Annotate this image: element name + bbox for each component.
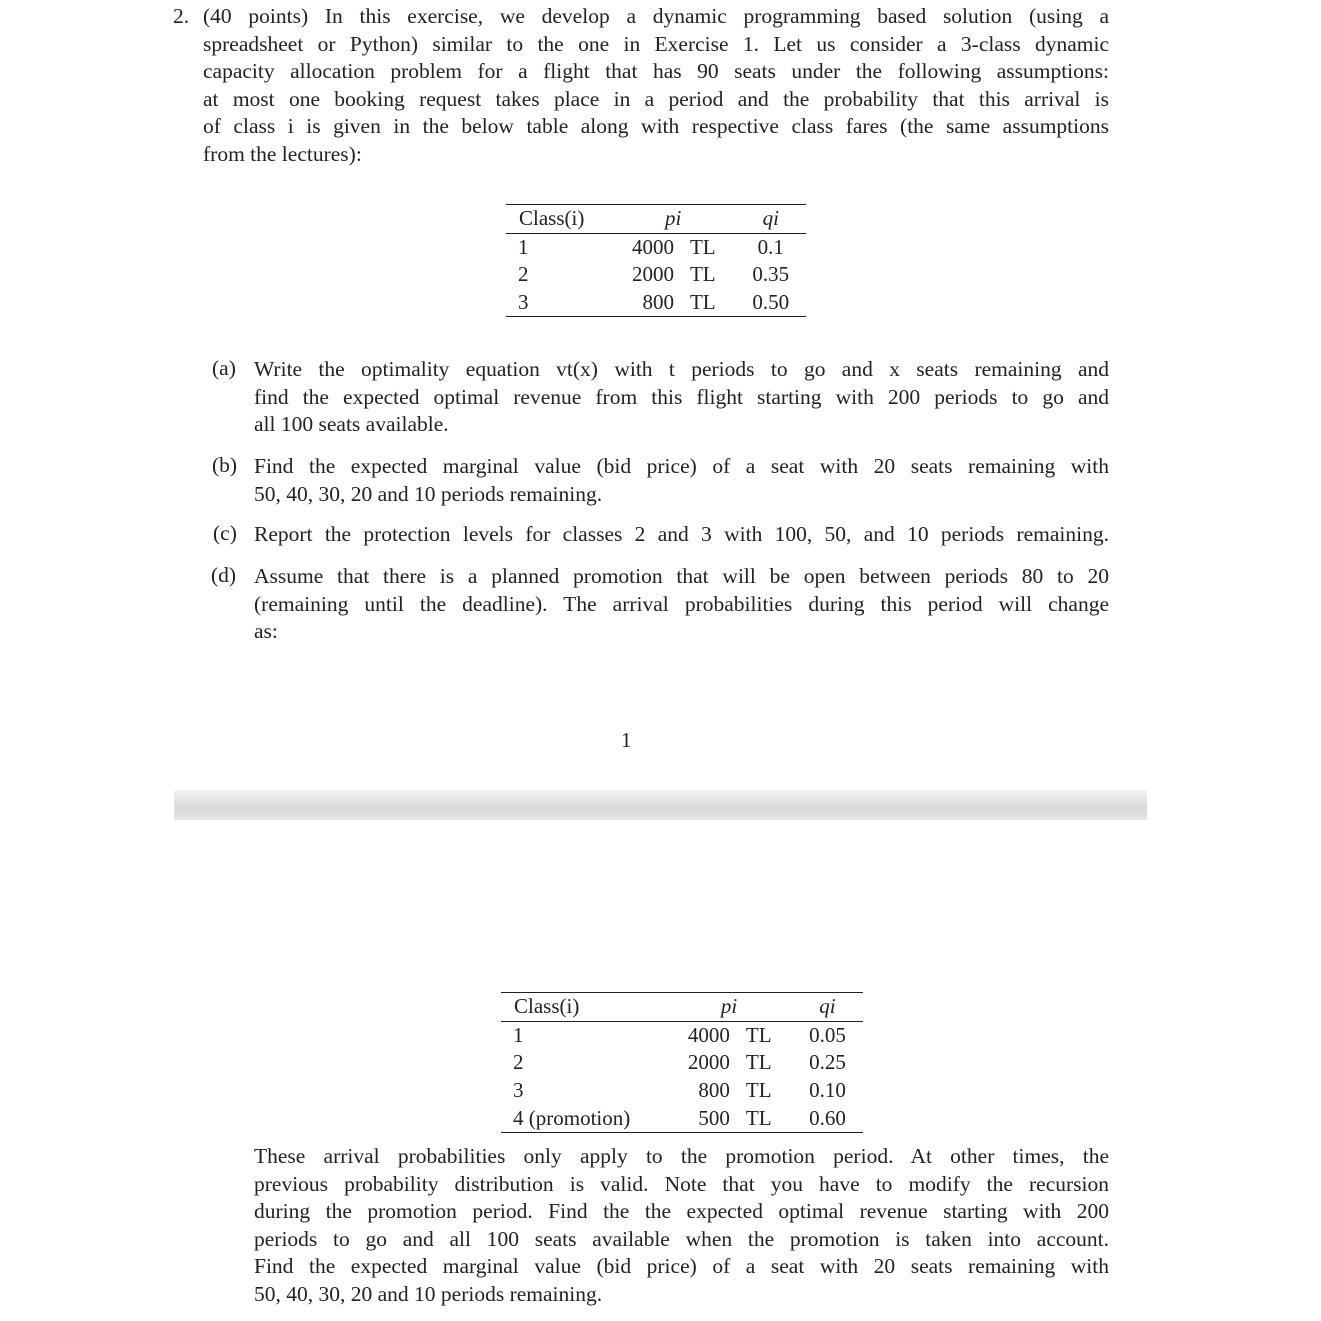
cell-prob: 0.50 (752, 290, 790, 315)
part-a-text (254, 356, 1109, 439)
cell-prob: 0.05 (809, 1022, 846, 1047)
cell-currency: TL (745, 1022, 772, 1047)
cell-prob: 0.25 (809, 1050, 846, 1075)
page-separator (174, 790, 1147, 820)
cell-fare: 4000 (687, 1022, 730, 1047)
cell-prob: 0.10 (809, 1078, 846, 1103)
part-b-line: Find the expected marginal value (bid price) of a seat with 20 seats remaining with (254, 454, 1109, 478)
table-row (506, 233, 806, 261)
part-b-text (254, 453, 1109, 508)
cell-prob: 0.35 (752, 262, 790, 287)
cell-class: 1 (518, 234, 529, 259)
table-header-row (501, 993, 863, 1022)
cell-currency: TL (689, 290, 716, 315)
part-c-line: Report the protection levels for classes 2 and 3 with 100, 50, and 10 periods remaining. (254, 522, 1109, 546)
cell-currency: TL (745, 1078, 772, 1103)
class-table-2 (501, 992, 863, 1133)
cell-fare: 2000 (687, 1050, 730, 1075)
part-a-line: Write the optimality equation vt(x) with t periods to go and x seats remaining and (254, 357, 1109, 381)
table-row (506, 261, 806, 289)
table-row (501, 1104, 863, 1132)
problem-number: 2. (173, 4, 190, 28)
cell-fare: 2000 (631, 262, 674, 287)
problem-intro (203, 3, 1109, 169)
closing-line: periods to go and all 100 seats available when the promotion is taken into account. (254, 1226, 1109, 1251)
closing-line: Find the expected marginal value (bid price) of a seat with 20 seats remaining with (254, 1254, 1109, 1279)
header-q: qi (762, 206, 779, 231)
part-a-label: (a) (212, 356, 236, 380)
cell-class: 3 (513, 1078, 524, 1103)
part-d-line: as: (254, 619, 278, 644)
intro-line: spreadsheet or Python) similar to the one in Exercise 1. Let us consider a 3-class dynamic (203, 31, 1109, 56)
cell-prob: 0.1 (757, 234, 784, 259)
part-a-line: all 100 seats available. (254, 412, 449, 437)
part-b-label: (b) (212, 453, 238, 477)
intro-line: of class i is given in the below table along with respective class fares (the same assumptions (203, 114, 1109, 139)
closing-line: These arrival probabilities only apply to the promotion period. At other times, the (254, 1144, 1109, 1168)
cell-class: 1 (513, 1022, 524, 1047)
cell-currency: TL (689, 234, 716, 259)
cell-class: 2 (518, 262, 529, 287)
part-b-line: 50, 40, 30, 20 and 10 periods remaining. (254, 481, 603, 506)
cell-fare: 800 (642, 290, 674, 315)
intro-line: from the lectures): (203, 141, 362, 166)
part-d-line: Assume that there is a planned promotion that will be open between periods 80 to 20 (254, 564, 1109, 588)
table-header-row (506, 205, 806, 234)
closing-line: previous probability distribution is valid. Note that you have to modify the recursion (254, 1171, 1109, 1196)
header-p: pi (664, 206, 682, 231)
cell-currency: TL (689, 262, 716, 287)
cell-prob: 0.60 (809, 1105, 846, 1130)
header-q: qi (819, 994, 836, 1019)
part-d-label: (d) (211, 563, 237, 587)
table-row (501, 1049, 863, 1077)
header-p: pi (720, 994, 738, 1019)
page-number: 1 (621, 728, 632, 752)
header-class: Class(i) (514, 994, 580, 1019)
cell-fare: 4000 (631, 234, 674, 259)
cell-fare: 500 (698, 1105, 730, 1130)
part-c-label: (c) (213, 521, 237, 545)
closing-line: during the promotion period. Find the the expected optimal revenue starting with 200 (254, 1199, 1109, 1224)
part-a-line: find the expected optimal revenue from this flight starting with 200 periods to go and (254, 384, 1109, 409)
cell-fare: 800 (698, 1078, 730, 1103)
part-d-line: (remaining until the deadline). The arrival probabilities during this period will change (254, 591, 1109, 616)
part-c-text (254, 521, 1109, 549)
cell-class: 3 (518, 290, 529, 315)
class-table-1 (506, 204, 806, 317)
cell-class: 2 (513, 1050, 524, 1075)
table-row (506, 289, 806, 317)
intro-line: at most one booking request takes place in a period and the probability that this arrival is (203, 86, 1109, 111)
intro-line: capacity allocation problem for a flight that has 90 seats under the following assumptions: (203, 59, 1109, 84)
closing-line: 50, 40, 30, 20 and 10 periods remaining. (254, 1281, 603, 1306)
table-row (501, 1021, 863, 1049)
intro-line: (40 points) In this exercise, we develop a dynamic programming based solution (using a (203, 4, 1109, 28)
closing-paragraph (254, 1143, 1109, 1309)
cell-currency: TL (745, 1050, 772, 1075)
cell-currency: TL (745, 1105, 772, 1130)
header-class: Class(i) (519, 206, 585, 231)
part-d-text (254, 563, 1109, 646)
cell-class: 4 (promotion) (513, 1105, 631, 1130)
table-row (501, 1077, 863, 1105)
